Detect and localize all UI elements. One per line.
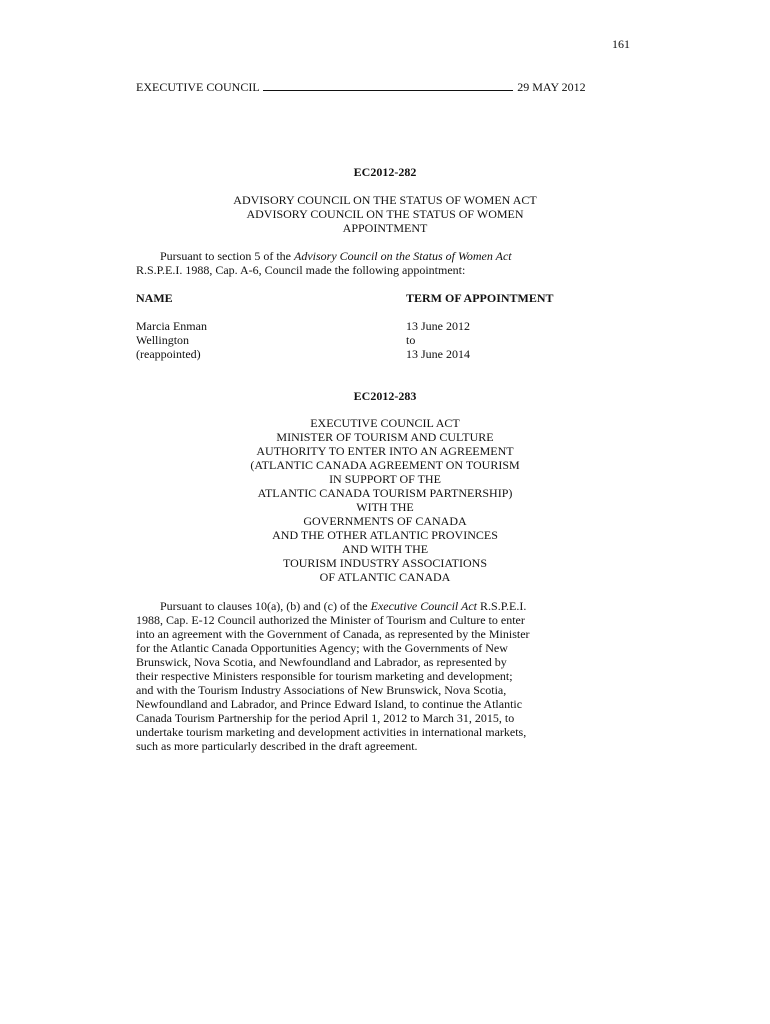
- order2-para-line: such as more particularly described in the draft agreement.: [136, 739, 418, 753]
- order1-title-line: ADVISORY COUNCIL ON THE STATUS OF WOMEN: [246, 207, 524, 221]
- order2-para-line: for the Atlantic Canada Opportunities Agency; with the Governments of New: [136, 641, 508, 655]
- appointee-name: [136, 319, 207, 361]
- order2-title-block: [0, 416, 770, 584]
- header-rule: [263, 80, 513, 91]
- col-header-term: TERM OF APPOINTMENT: [406, 291, 554, 305]
- term-line: 13 June 2014: [406, 347, 470, 361]
- order2-title-line: AND WITH THE: [341, 542, 429, 556]
- term-line: 13 June 2012: [406, 319, 470, 333]
- term-line: to: [406, 333, 416, 347]
- page-number: 161: [612, 37, 630, 51]
- order2-para-text: R.S.P.E.I.: [477, 599, 527, 613]
- order2-para-line: 1988, Cap. E-12 Council authorized the Minister of Tourism and Culture to enter: [136, 613, 525, 627]
- order2-para-line: Brunswick, Nova Scotia, and Newfoundland and Labrador, as represented by: [136, 655, 507, 669]
- order2-para-text: Pursuant to clauses 10(a), (b) and (c) of the: [160, 599, 371, 613]
- order2-para-line: Canada Tourism Partnership for the period April 1, 2012 to March 31, 2015, to: [136, 711, 515, 725]
- order1-number: EC2012-282: [353, 165, 417, 179]
- order1-title-block: [0, 193, 770, 235]
- order2-para-line: into an agreement with the Government of Canada, as represented by the Minister: [136, 627, 530, 641]
- order1-title-line: APPOINTMENT: [342, 221, 428, 235]
- order1-intro-act: Advisory Council on the Status of Women Act: [293, 249, 512, 263]
- appointee-line: Marcia Enman: [136, 319, 207, 333]
- order2-para-line: Newfoundland and Labrador, and Prince Edward Island, to continue the Atlantic: [136, 697, 523, 711]
- order1-intro: [136, 249, 636, 277]
- order2-title-line: WITH THE: [356, 500, 414, 514]
- order2-title-line: IN SUPPORT OF THE: [329, 472, 441, 486]
- order1-intro-text: Pursuant to section 5 of the: [160, 249, 294, 263]
- header-right: 29 MAY 2012: [517, 80, 586, 94]
- order2-para-act: Executive Council Act: [370, 599, 478, 613]
- col-header-name: NAME: [136, 291, 173, 305]
- order2-title-line: TOURISM INDUSTRY ASSOCIATIONS: [282, 556, 488, 570]
- order2-title-line: AUTHORITY TO ENTER INTO AN AGREEMENT: [256, 444, 514, 458]
- running-header: [136, 80, 586, 94]
- order1-title-line: ADVISORY COUNCIL ON THE STATUS OF WOMEN ACT: [233, 193, 537, 207]
- header-left: EXECUTIVE COUNCIL: [136, 80, 260, 94]
- appointee-line: (reappointed): [136, 347, 201, 361]
- order2-para-line: their respective Ministers responsible for tourism marketing and development;: [136, 669, 513, 683]
- order2-para-line: undertake tourism marketing and development activities in international markets,: [136, 725, 527, 739]
- order2-title-line: AND THE OTHER ATLANTIC PROVINCES: [272, 528, 498, 542]
- order2-number: EC2012-283: [353, 389, 417, 403]
- order2-para-line: and with the Tourism Industry Associations of New Brunswick, Nova Scotia,: [136, 683, 507, 697]
- order2-title-line: (ATLANTIC CANADA AGREEMENT ON TOURISM: [250, 458, 520, 472]
- order2-title-line: ATLANTIC CANADA TOURISM PARTNERSHIP): [257, 486, 513, 500]
- order2-title-line: MINISTER OF TOURISM AND CULTURE: [276, 430, 494, 444]
- appointee-line: Wellington: [136, 333, 190, 347]
- appointment-term: [406, 319, 470, 361]
- order2-paragraph: [136, 599, 636, 753]
- order1-intro-line2: R.S.P.E.I. 1988, Cap. A-6, Council made the following appointment:: [136, 263, 466, 277]
- order2-title-line: EXECUTIVE COUNCIL ACT: [310, 416, 460, 430]
- order2-title-line: OF ATLANTIC CANADA: [319, 570, 451, 584]
- order2-title-line: GOVERNMENTS OF CANADA: [303, 514, 467, 528]
